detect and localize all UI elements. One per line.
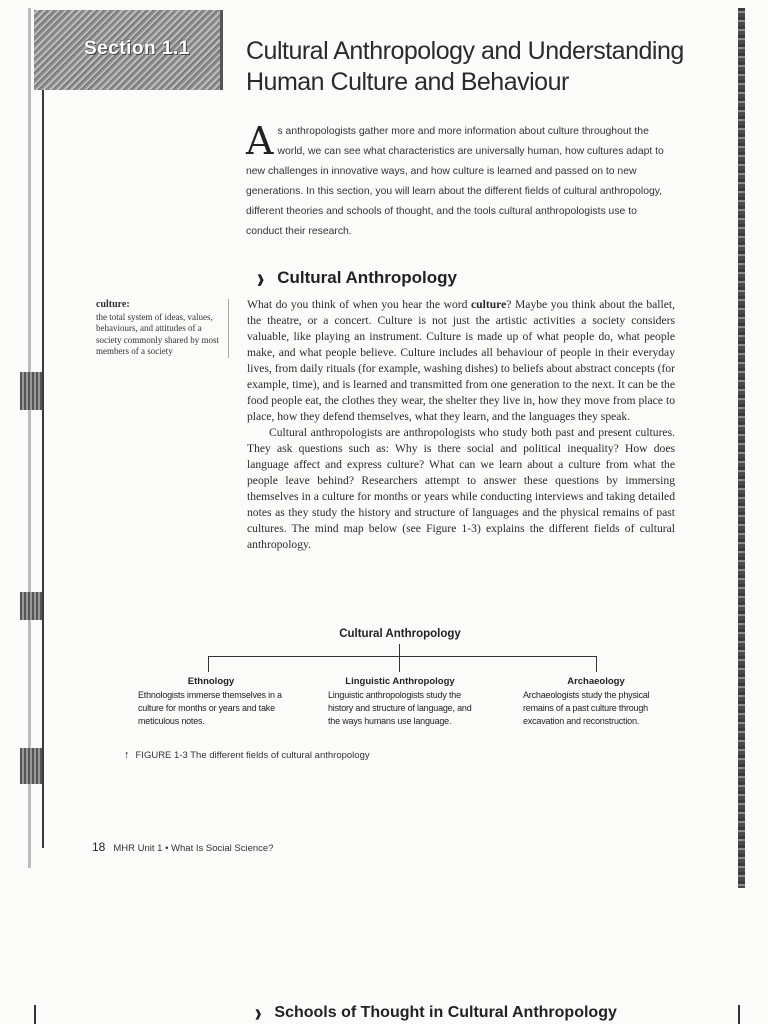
glossary-term: culture: <box>96 299 130 310</box>
intro-text: s anthropologists gather more and more information about culture throughout the world, we can see what characteristics are universally human, how cultures adapt to new challenges in innovative ways, and how culture is learned and passed on to new generations. In this section, you will learn about the different fields of cultural anthropology, different theories and schools of thought, and the tools cultural anthropologists use to conduct their research. <box>246 126 664 237</box>
glossary-note <box>96 299 229 358</box>
scan-artifact <box>34 1005 36 1024</box>
margin-rule <box>42 88 44 848</box>
scan-artifact <box>20 372 42 410</box>
heading-text: Schools of Thought in Cultural Anthropology <box>274 1004 617 1021</box>
page-edge-left <box>28 8 31 868</box>
section-label: Section 1.1 <box>84 38 190 59</box>
paragraph: Cultural anthropologists are anthropologists who study both past and present cultures. They ask questions such as: Why is there social and political inequality? How does language affect and express culture? What can we learn about a culture from what the people leave behind? Researchers attempt to answer these questions by immersing themselves in a culture for months or years while conducting interviews and taking detailed notes as they study the history and structure of languages and the physical remains of past cultures. The mind map below (see Figure 1-3) explains the different fields of cultural anthropology. <box>247 426 675 551</box>
section-heading <box>256 268 676 288</box>
paragraph-text: ? Maybe you think about the ballet, the theatre, or a concert. Culture is not just the artistic activities a society considers valuable, like playing an instrument. Culture is made up of what people do, what people make, and what people believe. Culture includes all behaviour of people in their everyday lives, from daily rituals (for example, washing dishes) to beliefs about abstract concepts (for example, time), and is learned and transmitted from one generation to the next. It can be the food people eat, the clothes they wear, the shelter they live in, how they move from place to place, how they defend themselves, what they learn, and the languages they speak. <box>247 298 675 423</box>
branch-description: Linguistic anthropologists study the history and structure of language, and the ways humans use language. <box>328 690 472 726</box>
branch-title: Archaeology <box>567 676 625 687</box>
page-footer <box>92 840 392 854</box>
connector-line <box>208 656 209 672</box>
paragraph-text: What do you think of when you hear the word <box>247 298 472 311</box>
intro-paragraph <box>246 119 676 242</box>
mind-map-title: Cultural Anthropology <box>339 628 461 640</box>
connector-line <box>399 656 400 672</box>
page-title: Cultural Anthropology and Understanding Human Culture and Behaviour <box>246 37 684 96</box>
paragraph <box>247 297 675 425</box>
scan-artifact <box>738 1005 740 1024</box>
footer-text: MHR Unit 1 • What Is Social Science? <box>113 843 274 854</box>
caption-text: FIGURE 1-3 The different fields of cultural anthropology <box>135 750 370 761</box>
drop-cap: A <box>246 119 274 163</box>
branch-title: Linguistic Anthropology <box>345 676 455 687</box>
connector-line <box>208 656 597 657</box>
key-term: culture <box>471 298 507 311</box>
branch-title: Ethnology <box>187 676 235 687</box>
bullet-arrow-icon: ❱ <box>254 1009 263 1020</box>
page-number: 18 <box>92 840 106 854</box>
scan-artifact <box>20 592 42 620</box>
figure-caption <box>124 749 524 761</box>
page-edge-right <box>738 8 745 888</box>
body-text <box>247 297 675 553</box>
branch-description: Ethnologists immerse themselves in a culture for months or years and take meticulous notes. <box>138 690 282 726</box>
bullet-arrow-icon: ❱ <box>256 274 266 286</box>
scan-artifact <box>20 748 42 784</box>
branch-description: Archaeologists study the physical remains of a past culture through excavation and reconstruction. <box>523 690 650 726</box>
heading-text: Cultural Anthropology <box>277 268 457 287</box>
glossary-definition: the total system of ideas, values, behaviours, and attitudes of a society commonly shared by most members of a society <box>96 311 219 356</box>
connector-line <box>596 656 597 672</box>
section-heading <box>254 1004 674 1022</box>
up-arrow-icon: ↑ <box>124 749 130 761</box>
